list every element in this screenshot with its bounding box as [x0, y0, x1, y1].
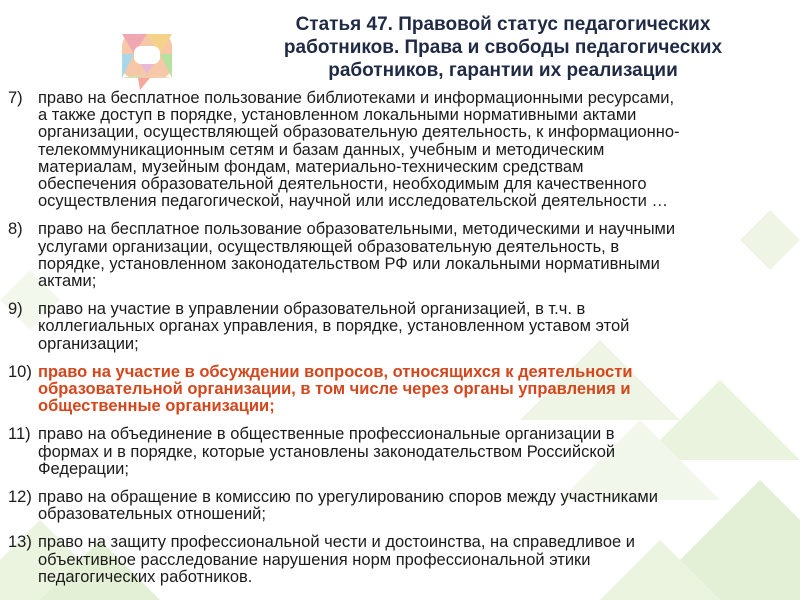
list-item [8, 221, 800, 290]
item-line: право на защиту профессиональной чести и достоинства, на справедливое и [38, 533, 636, 552]
item-line: телекоммуникационным сетям и базам данных, учебным и методическим [38, 140, 605, 159]
list-item [8, 426, 800, 478]
item-number: 12) [8, 488, 32, 507]
item-line: образовательных отношений; [38, 505, 266, 524]
item-line: коллегиальных органах управления, в порядке, установленном уставом этой [38, 317, 630, 336]
item-line: организации; [38, 334, 139, 353]
list-item [8, 301, 800, 353]
item-line: право на участие в управлении образовательной организацией, в т.ч. в [38, 300, 586, 319]
item-line: право на участие в обсуждении вопросов, относящихся к деятельности [38, 362, 633, 381]
item-line: услугами организации, осуществляющей образовательную деятельность, в [38, 237, 620, 256]
list-item [8, 534, 800, 586]
item-line: образовательной организации, в том числе через органы управления и [38, 380, 631, 399]
item-text [38, 426, 800, 478]
rights-list [8, 90, 800, 597]
title-line: работников, гарантии их реализации [328, 60, 678, 81]
item-text [38, 301, 800, 353]
item-text [38, 364, 800, 416]
title-line: Статья 47. Правовой статус педагогических [295, 14, 711, 35]
list-item [8, 489, 800, 523]
item-line: право на бесплатное пользование библиотеками и информационными ресурсами, [38, 89, 675, 107]
item-number: 13) [8, 533, 32, 552]
item-line: право на объединение в общественные профессиональные организации в [38, 425, 615, 444]
item-line: материалам, музейным фондам, материально-техническим средствам [38, 157, 584, 176]
list-item [8, 364, 800, 416]
item-text [38, 534, 800, 586]
item-line: осуществления педагогической, научной или исследовательской деятельности … [38, 192, 668, 211]
item-line: актами; [38, 272, 97, 291]
item-line: обеспечения образовательной деятельности, необходимым для качественного [38, 175, 647, 194]
item-number: 9) [8, 300, 23, 319]
speech-bubble-logo-icon [118, 30, 176, 92]
item-text [38, 489, 800, 523]
title-line: работников. Права и свободы педагогических [283, 37, 723, 58]
item-number: 7) [8, 89, 23, 107]
item-line: объективное расследование нарушения норм профессиональной этики [38, 550, 591, 569]
item-line: а также доступ в порядке, установленном локальными нормативными актами [38, 106, 637, 125]
item-text [38, 221, 800, 290]
item-line: Федерации; [38, 459, 129, 478]
item-number: 10) [8, 362, 32, 381]
list-item [8, 90, 800, 210]
item-line: общественные организации; [38, 397, 275, 416]
item-line: право на обращение в комиссию по урегулированию споров между участниками [38, 488, 658, 507]
slide-title [238, 13, 768, 82]
item-line: педагогических работников. [38, 567, 253, 586]
item-text [38, 90, 800, 210]
item-line: организации, осуществляющей образовательную деятельность, к информационно- [38, 123, 680, 142]
item-number: 11) [8, 425, 31, 444]
item-line: право на бесплатное пользование образовательными, методическими и научными [38, 220, 676, 239]
item-line: порядке, установленном законодательством РФ или локальными нормативными [38, 254, 660, 273]
item-number: 8) [8, 220, 23, 239]
item-line: формах и в порядке, которые установлены законодательством Российской [38, 442, 616, 461]
